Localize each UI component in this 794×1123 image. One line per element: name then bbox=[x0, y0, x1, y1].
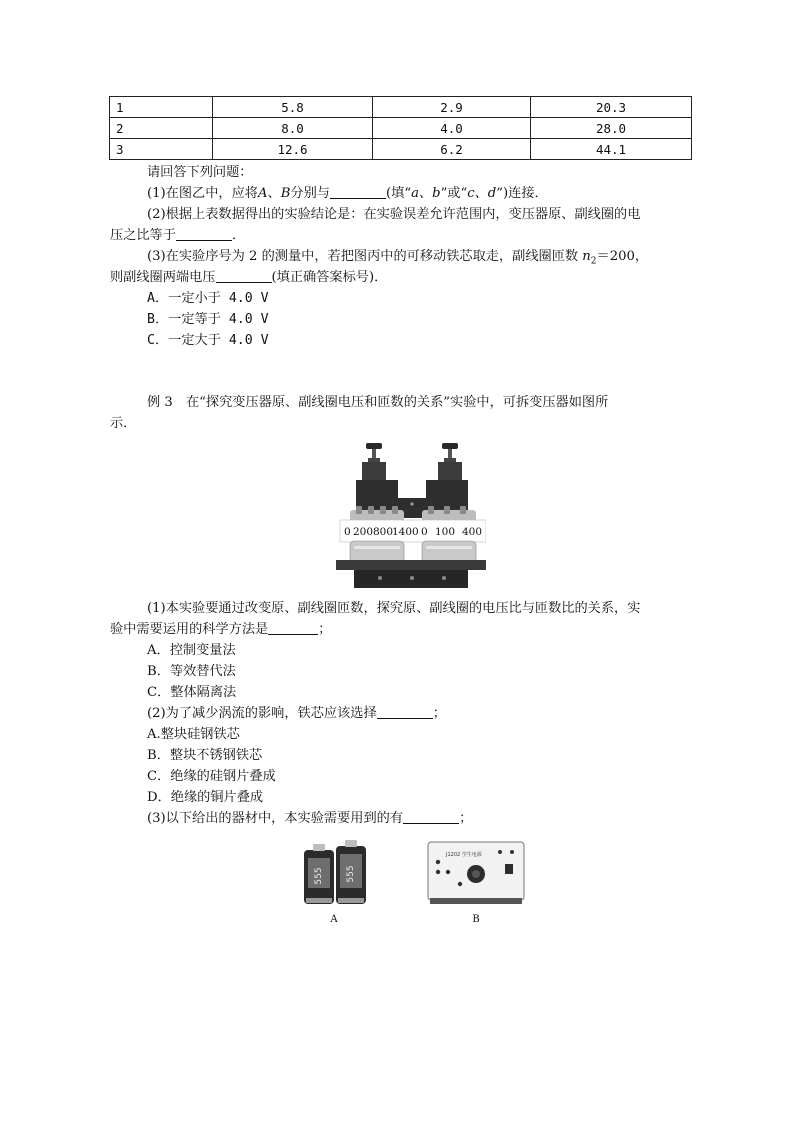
question-3-line2: 则副线圈两端电压 (填正确答案标号)． bbox=[110, 270, 388, 285]
turns-label: 800 bbox=[373, 526, 394, 538]
turns-label: 100 bbox=[435, 526, 456, 538]
option-c[interactable]: C．整体隔离法 bbox=[147, 685, 237, 700]
table-cell: 20.3 bbox=[531, 97, 692, 118]
power-supply-icon bbox=[428, 842, 524, 904]
question-e1-line1: (1)本实验要通过改变原、副线圈匝数，探究原、副线圈的电压比与匝数比的关系，实 bbox=[147, 601, 641, 616]
answer-blank[interactable] bbox=[377, 704, 433, 719]
question-intro: 请回答下列问题： bbox=[147, 165, 253, 180]
answer-blank[interactable] bbox=[403, 809, 459, 824]
coil-secondary bbox=[422, 541, 476, 563]
table-cell: 2 bbox=[110, 118, 213, 139]
option-a[interactable]: A．一定小于 4.0 V bbox=[147, 291, 269, 306]
battery-icon bbox=[304, 844, 334, 904]
table-row bbox=[110, 118, 692, 139]
answer-blank[interactable] bbox=[216, 268, 272, 283]
transformer-figure bbox=[336, 440, 486, 590]
question-1: (1)在图乙中，应将A、B分别与 (填“a、b”或“c、d”)连接． bbox=[147, 186, 548, 201]
example-3-line2: 示． bbox=[110, 416, 137, 431]
table-row bbox=[110, 97, 692, 118]
table-cell: 2.9 bbox=[373, 97, 531, 118]
knob-left-icon bbox=[366, 443, 382, 464]
question-e2: (2)为了减少涡流的影响，铁芯应该选择 ； bbox=[147, 706, 446, 721]
table-cell: 1 bbox=[110, 97, 213, 118]
knob-right-icon bbox=[442, 443, 458, 464]
base-top bbox=[336, 560, 486, 570]
coil-primary bbox=[350, 541, 404, 563]
turns-label: 0 bbox=[344, 526, 351, 538]
data-table bbox=[109, 96, 692, 160]
table-cell: 6.2 bbox=[373, 139, 531, 160]
table-cell: 4.0 bbox=[373, 118, 531, 139]
question-3-line1: (3)在实验序号为 2 的测量中，若把图丙中的可移动铁芯取走，副线圈匝数 $n_2=200$， bbox=[147, 249, 649, 267]
turns-label: 200 bbox=[353, 526, 374, 538]
svg-text:555: 555 bbox=[346, 865, 356, 883]
answer-blank[interactable] bbox=[268, 620, 318, 635]
battery-icon bbox=[336, 840, 366, 904]
option-b[interactable]: B．一定等于 4.0 V bbox=[147, 312, 269, 327]
answer-blank[interactable] bbox=[176, 226, 232, 241]
option-b[interactable]: B．等效替代法 bbox=[147, 664, 236, 679]
turns-label: 400 bbox=[462, 526, 483, 538]
turns-label: 0 bbox=[421, 526, 428, 538]
label-a: A bbox=[330, 914, 338, 925]
equipment-figure bbox=[300, 836, 530, 926]
table-cell: 8.0 bbox=[213, 118, 373, 139]
table-cell: 5.8 bbox=[213, 97, 373, 118]
question-2-line2: 压之比等于 ． bbox=[110, 228, 246, 243]
option-a[interactable]: A.整块硅钢铁芯 bbox=[147, 727, 240, 742]
option-b[interactable]: B．整块不锈钢铁芯 bbox=[147, 748, 263, 763]
table-cell: 28.0 bbox=[531, 118, 692, 139]
question-e1-line2: 验中需要运用的科学方法是 ； bbox=[110, 622, 332, 637]
answer-blank[interactable] bbox=[330, 184, 386, 199]
table-cell: 3 bbox=[110, 139, 213, 160]
example-3-line1: 例 3 在“探究变压器原、副线圈电压和匝数的关系”实验中，可拆变压器如图所 bbox=[147, 395, 609, 410]
svg-text:J1202 学生电源: J1202 学生电源 bbox=[446, 852, 482, 858]
label-b: B bbox=[472, 914, 480, 925]
option-c[interactable]: C．一定大于 4.0 V bbox=[147, 333, 269, 348]
table-cell: 44.1 bbox=[531, 139, 692, 160]
table-cell: 12.6 bbox=[213, 139, 373, 160]
option-c[interactable]: C．绝缘的硅钢片叠成 bbox=[147, 769, 276, 784]
question-e3: (3)以下给出的器材中，本实验需要用到的有 ； bbox=[147, 811, 473, 826]
svg-text:555: 555 bbox=[314, 867, 324, 885]
table-row bbox=[110, 139, 692, 160]
turns-label: 1400 bbox=[392, 526, 419, 538]
option-a[interactable]: A．控制变量法 bbox=[147, 643, 236, 658]
option-d[interactable]: D．绝缘的铜片叠成 bbox=[147, 790, 264, 805]
question-2-line1: (2)根据上表数据得出的实验结论是：在实验误差允许范围内，变压器原、副线圈的电 bbox=[147, 207, 641, 222]
